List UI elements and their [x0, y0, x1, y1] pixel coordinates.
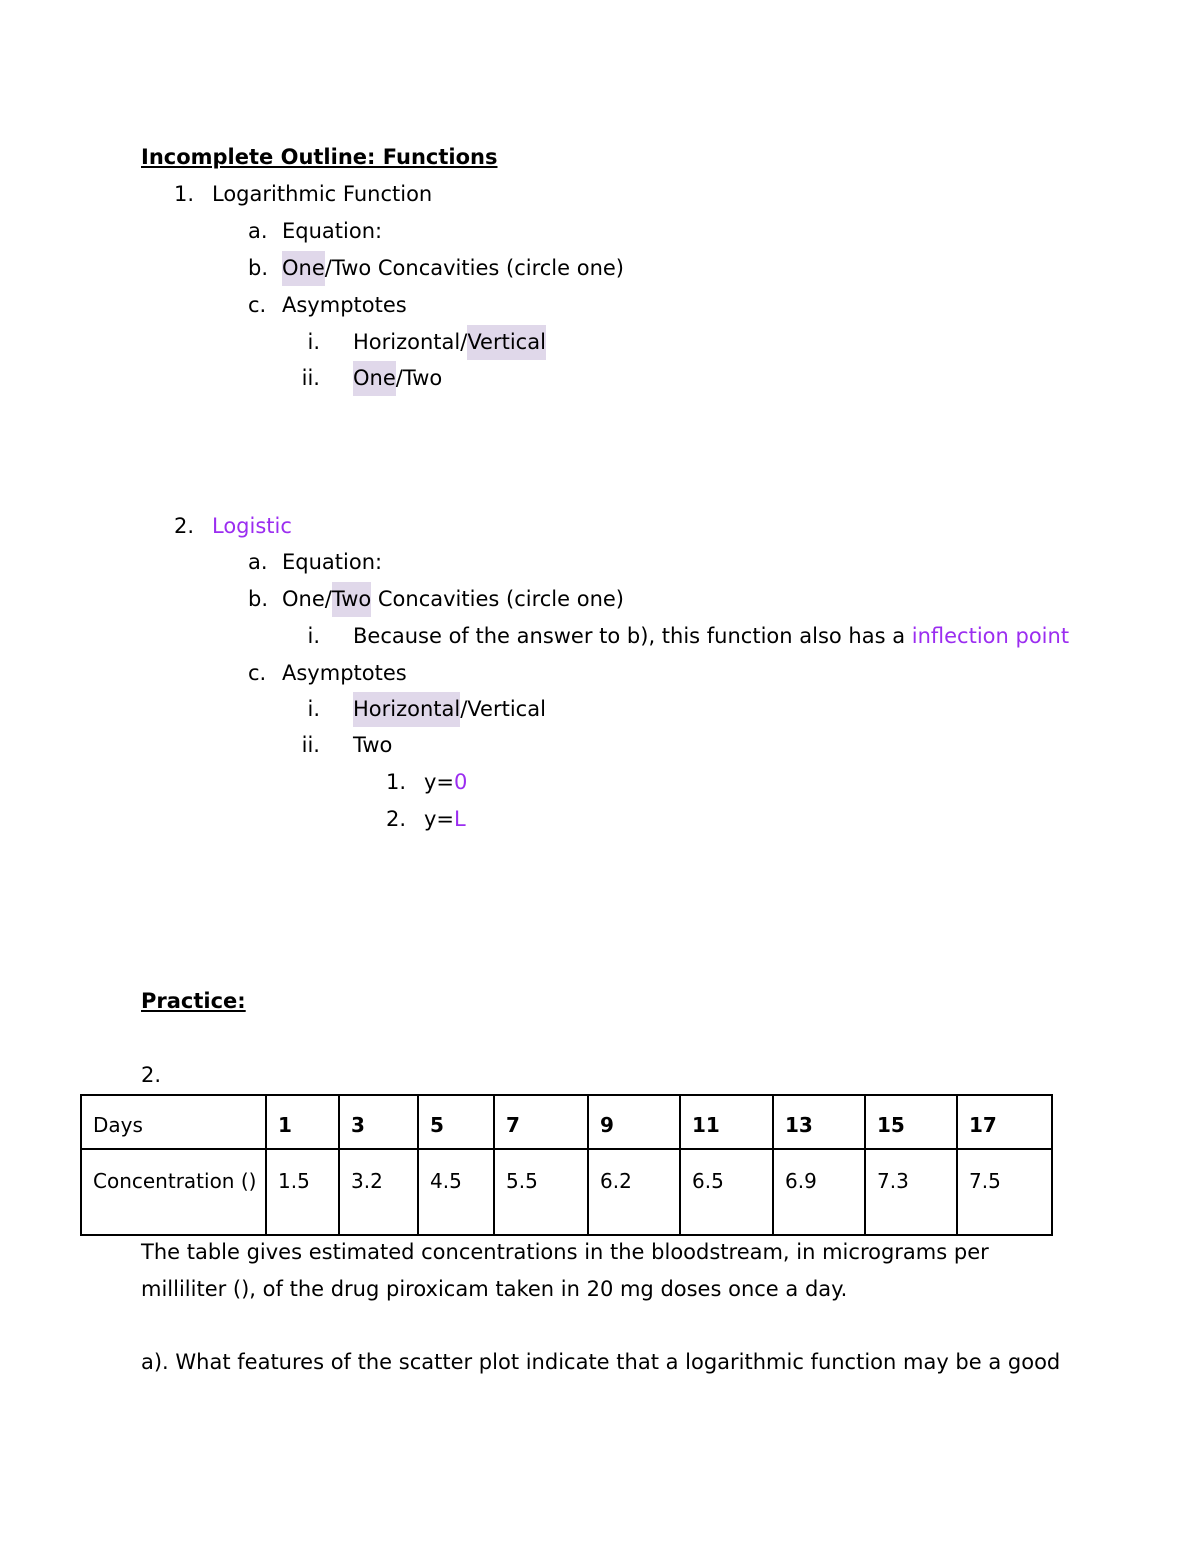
list-marker: 1.: [385, 770, 406, 794]
problem-number: 2.: [141, 1063, 162, 1087]
section-label: Logistic: [212, 514, 292, 538]
list-marker: i.: [307, 624, 320, 648]
equation-prefix: y=: [424, 770, 455, 794]
list-marker: 2.: [173, 514, 194, 538]
list-marker: 1.: [173, 182, 194, 206]
option-text: Two Concavities (circle one): [331, 256, 624, 280]
asymptotes-label: Asymptotes: [282, 661, 407, 685]
option-text: One/: [282, 587, 332, 611]
list-marker: 2.: [385, 807, 406, 831]
description-line: The table gives estimated concentrations in the bloodstream, in micrograms per: [141, 1240, 989, 1264]
inflection-point-term: inflection point: [911, 624, 1070, 648]
equation-value: L: [454, 807, 466, 831]
asymptotes-label: Asymptotes: [282, 293, 407, 317]
table-cell: 11: [680, 1095, 773, 1149]
option-text: Concavities (circle one): [371, 587, 624, 611]
row-header: Concentration (): [81, 1149, 266, 1235]
asymptote-equation: [424, 809, 466, 830]
option-text: /Vertical: [460, 697, 546, 721]
table-cell: 6.9: [773, 1149, 865, 1235]
question-a: a). What features of the scatter plot indicate that a logarithmic function may be a good: [141, 1350, 1061, 1374]
equation-value: 0: [454, 770, 468, 794]
table-cell: 1: [266, 1095, 339, 1149]
table-cell: 3: [339, 1095, 418, 1149]
page-title: Incomplete Outline: Functions: [141, 145, 498, 169]
asymptote-equation: [424, 772, 467, 793]
asymptote-count: Two: [353, 733, 393, 757]
table-row-days: [81, 1095, 1052, 1149]
list-marker: c.: [248, 293, 267, 317]
table-cell: 17: [957, 1095, 1052, 1149]
list-marker: b.: [248, 587, 269, 611]
row-header: Days: [81, 1095, 266, 1149]
option-text: Horizontal/: [353, 330, 468, 354]
table-cell: 5: [418, 1095, 494, 1149]
table-cell: 9: [588, 1095, 680, 1149]
table-cell: 7.5: [957, 1149, 1052, 1235]
asymptote-count-choice: [353, 368, 442, 389]
equation-label: Equation:: [282, 219, 383, 243]
table-cell: 7.3: [865, 1149, 957, 1235]
selected-option: One: [353, 361, 396, 396]
sentence-text: Because of the answer to b), this function also has a: [353, 624, 912, 648]
list-marker: i.: [307, 330, 320, 354]
list-marker: c.: [248, 661, 267, 685]
table-cell: 7: [494, 1095, 588, 1149]
list-marker: a.: [248, 219, 268, 243]
data-table: [80, 1094, 1053, 1236]
list-marker: b.: [248, 256, 269, 280]
table-cell: 13: [773, 1095, 865, 1149]
equation-label: Equation:: [282, 550, 383, 574]
table-cell: 3.2: [339, 1149, 418, 1235]
asymptote-type-choice: [353, 699, 546, 720]
equation-prefix: y=: [424, 807, 455, 831]
table-cell: 6.5: [680, 1149, 773, 1235]
table-cell: 15: [865, 1095, 957, 1149]
section-label: Logarithmic Function: [212, 182, 433, 206]
table-cell: 5.5: [494, 1149, 588, 1235]
option-text: /Two: [395, 366, 443, 390]
concavity-choice: [282, 589, 624, 610]
list-marker: a.: [248, 550, 268, 574]
list-marker: ii.: [301, 733, 320, 757]
table-cell: 4.5: [418, 1149, 494, 1235]
description-line: milliliter (), of the drug piroxicam taken in 20 mg doses once a day.: [141, 1277, 848, 1301]
inflection-sentence: [353, 626, 1069, 647]
selected-option: Two: [332, 582, 371, 617]
selected-option: Vertical: [467, 325, 546, 360]
selected-option: One: [282, 251, 325, 286]
table-row-concentration: [81, 1149, 1052, 1235]
selected-option: Horizontal: [353, 692, 460, 727]
table-cell: 1.5: [266, 1149, 339, 1235]
list-marker: ii.: [301, 366, 320, 390]
concavity-choice: [282, 258, 624, 279]
table-cell: 6.2: [588, 1149, 680, 1235]
separator: /: [324, 256, 332, 280]
asymptote-type-choice: [353, 332, 546, 353]
list-marker: i.: [307, 697, 320, 721]
practice-title: Practice:: [141, 989, 246, 1013]
